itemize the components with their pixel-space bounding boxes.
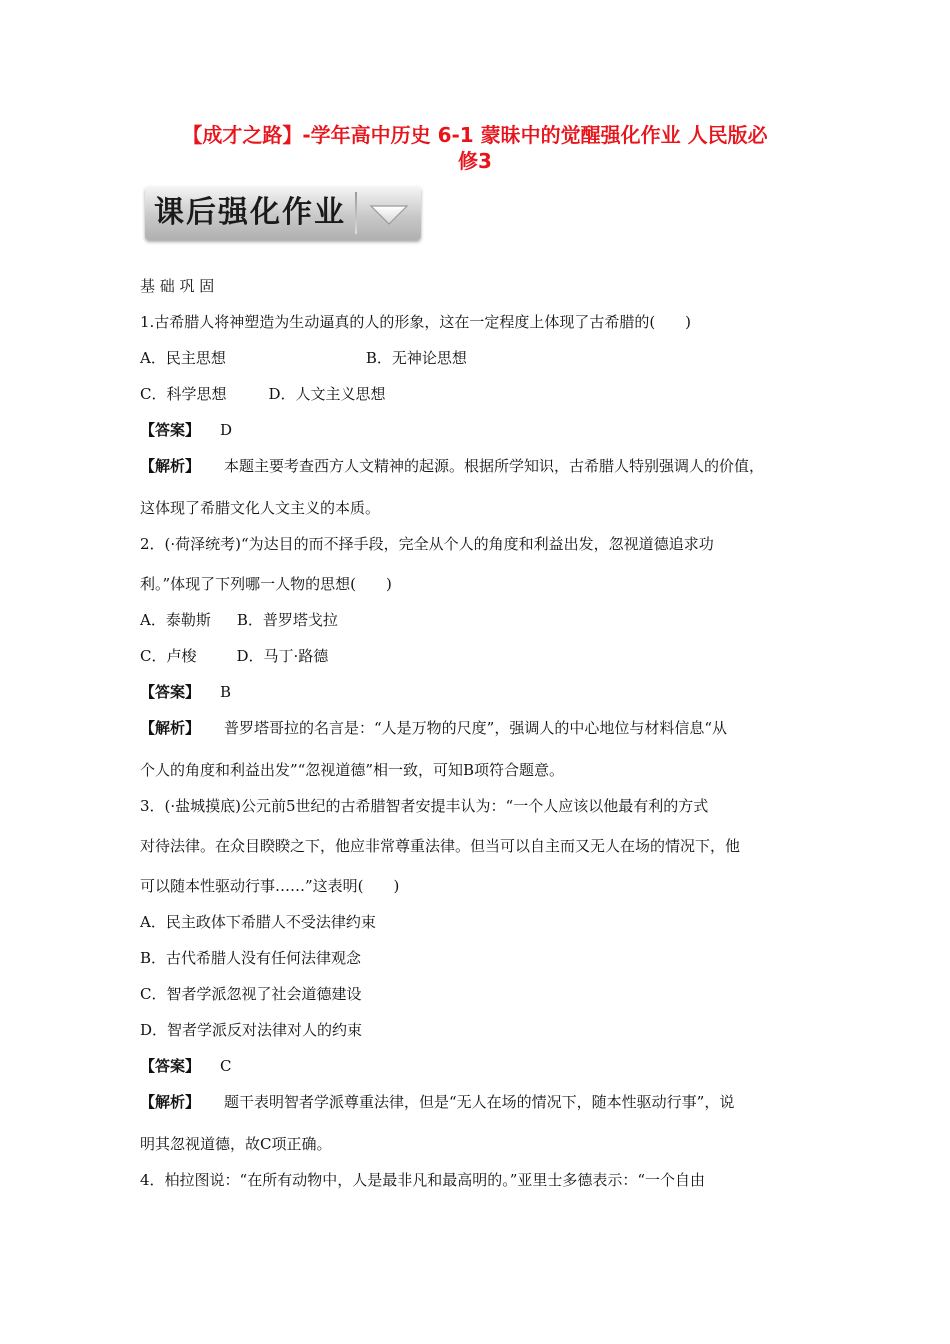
q2-option-a: A．泰勒斯 [140, 611, 211, 629]
q1-analysis [140, 456, 764, 476]
q1-answer [140, 420, 232, 440]
analysis-label: 【解析】 [140, 1093, 201, 1111]
q3-answer-value: C [220, 1057, 232, 1075]
q1-option-b: B．无神论思想 [365, 349, 467, 367]
q2-analysis [140, 718, 727, 738]
chevron-down-icon [367, 196, 411, 230]
q3-option-b: B．古代希腊人没有任何法律观念 [140, 949, 362, 967]
q4-stem-1: 4．柏拉图说：“在所有动物中，人是最非凡和最高明的。”亚里士多德表示：“一个自由 [140, 1171, 706, 1189]
q2-answer [140, 682, 231, 702]
q2-analysis-text-1: 普罗塔哥拉的名言是：“人是万物的尺度”，强调人的中心地位与材料信息“从 [224, 719, 728, 737]
title-line-2: 修3 [458, 149, 492, 173]
q3-stem-1: 3．(·盐城摸底)公元前5世纪的古希腊智者安提丰认为：“一个人应该以他最有利的方式 [140, 797, 709, 815]
q3-stem-2: 对待法律。在众目睽睽之下，他应非常尊重法律。但当可以自主而又无人在场的情况下，他 [140, 837, 741, 855]
q3-answer [140, 1056, 232, 1076]
banner-label: 课后强化作业 [154, 195, 346, 230]
analysis-label: 【解析】 [140, 719, 201, 737]
answer-label: 【答案】 [140, 1057, 201, 1075]
q2-answer-value: B [220, 683, 232, 701]
q2-options-cd [140, 646, 328, 666]
q2-option-b: B．普罗塔戈拉 [236, 611, 338, 629]
q3-option-d: D．智者学派反对法律对人的约束 [140, 1021, 363, 1039]
q2-stem-1: 2．(·荷泽统考)“为达目的而不择手段，完全从个人的角度和利益出发，忽视道德追求功 [140, 535, 714, 553]
q3-stem-3: 可以随本性驱动行事……”这表明( ) [140, 877, 400, 895]
q1-option-a: A．民主思想 [140, 349, 226, 367]
q1-analysis-text-1: 本题主要考查西方人文精神的起源。根据所学知识，古希腊人特别强调人的价值， [224, 457, 765, 475]
q3-analysis-text-1: 题干表明智者学派尊重法律，但是“无人在场的情况下，随本性驱动行事”，说 [224, 1093, 735, 1111]
q1-options-cd [140, 384, 386, 404]
q2-option-c: C．卢梭 [140, 647, 197, 665]
q1-option-c: C．科学思想 [140, 385, 227, 403]
q2-options-ab [140, 610, 338, 630]
answer-label: 【答案】 [140, 683, 201, 701]
q1-option-d: D．人文主义思想 [268, 385, 386, 403]
analysis-label: 【解析】 [140, 457, 201, 475]
banner-divider [355, 192, 357, 234]
document-title [120, 122, 830, 174]
answer-label: 【答案】 [140, 421, 201, 439]
q1-stem: 1.古希腊人将神塑造为生动逼真的人的形象，这在一定程度上体现了古希腊的( ) [140, 313, 692, 331]
q1-answer-value: D [220, 421, 233, 439]
q2-option-d: D．马丁·路德 [236, 647, 329, 665]
q1-options-ab [140, 348, 467, 368]
section-heading: 基 础 巩 固 [140, 277, 215, 295]
q3-analysis [140, 1092, 734, 1112]
section-banner [145, 186, 421, 240]
q3-analysis-text-2: 明其忽视道德，故C项正确。 [140, 1135, 332, 1153]
q3-option-c: C．智者学派忽视了社会道德建设 [140, 985, 362, 1003]
q2-analysis-text-2: 个人的角度和利益出发”“忽视道德”相一致，可知B项符合题意。 [140, 761, 565, 779]
q2-stem-2: 利。”体现了下列哪一人物的思想( ) [140, 575, 392, 593]
q3-option-a: A．民主政体下希腊人不受法律约束 [140, 913, 376, 931]
q1-analysis-text-2: 这体现了希腊文化人文主义的本质。 [140, 499, 381, 517]
title-line-1: 【成才之路】-学年高中历史 6-1 蒙昧中的觉醒强化作业 人民版必 [182, 123, 768, 147]
